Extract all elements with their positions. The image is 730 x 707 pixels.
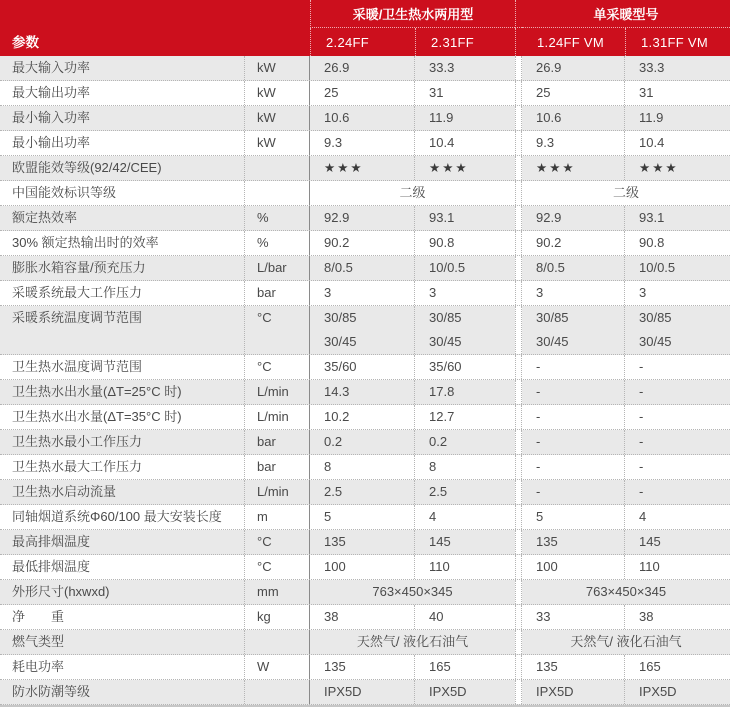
- table-row: [0, 380, 730, 405]
- table-row: [0, 256, 730, 281]
- value-cell: 100: [522, 555, 625, 579]
- table-row: [0, 505, 730, 530]
- value-cell-dual-span: 天然气/ 液化石油气: [356, 634, 469, 649]
- param-label: 卫生热水最小工作压力: [12, 434, 143, 449]
- group-gutter: [515, 156, 522, 180]
- value-cell: 135: [310, 655, 415, 679]
- value-cell: 5: [310, 505, 415, 529]
- param-label: 卫生热水出水量(ΔT=25°C 时): [12, 384, 182, 399]
- table-header: [0, 0, 730, 56]
- group-gutter: [515, 430, 522, 454]
- value-cell: [522, 306, 625, 354]
- param-label: 燃气类型: [12, 634, 65, 649]
- param-column-header: 参数: [12, 35, 39, 50]
- value-cell: 40: [429, 609, 444, 624]
- value-cell: [625, 306, 730, 354]
- value-cell: 145: [639, 534, 661, 549]
- param-label: 中国能效标识等级: [12, 185, 117, 200]
- value-cell: 10/0.5: [639, 260, 676, 275]
- table-row: [0, 231, 730, 256]
- value-cell-dual-span: 二级: [399, 185, 426, 200]
- value-cell: -: [639, 359, 644, 374]
- group-gutter: [515, 555, 522, 579]
- value-cell: 0.2: [310, 430, 415, 454]
- value-cell: 9.3: [310, 131, 415, 155]
- group-gutter: [515, 530, 522, 554]
- group-gutter: [515, 605, 522, 629]
- group-header-heating-only: 单采暖型号: [522, 0, 730, 28]
- param-label: 耗电功率: [12, 659, 65, 674]
- param-label: 额定热效率: [12, 210, 78, 225]
- group-header-dual-type: 采暖/卫生热水两用型: [310, 0, 515, 28]
- unit-cell: L/min: [244, 380, 310, 404]
- header-gutter: [515, 0, 522, 28]
- value-cell: 17.8: [429, 384, 455, 399]
- value-cell: 93.1: [429, 210, 455, 225]
- value-line: 30/85: [324, 310, 357, 325]
- value-cell: 92.9: [310, 206, 415, 230]
- value-cell: 10/0.5: [429, 260, 466, 275]
- unit-cell: m: [244, 505, 310, 529]
- value-cell: -: [522, 405, 625, 429]
- group-gutter: [515, 455, 522, 479]
- model-header-1-31ff-vm: 1.31FF VM: [625, 28, 730, 56]
- unit-cell: bar: [244, 455, 310, 479]
- group-gutter: [515, 580, 522, 604]
- unit-cell: %: [244, 231, 310, 255]
- param-label: 卫生热水启动流量: [12, 484, 117, 499]
- table-row: [0, 306, 730, 355]
- unit-cell: kW: [244, 131, 310, 155]
- value-cell: 110: [429, 559, 450, 574]
- table-row: [0, 206, 730, 231]
- value-cell: 35/60: [429, 359, 462, 374]
- param-label: 30% 额定热输出时的效率: [12, 235, 159, 250]
- group-gutter: [515, 56, 522, 80]
- value-cell: 26.9: [522, 56, 625, 80]
- value-line: 30/45: [429, 334, 462, 349]
- value-cell: 25: [310, 81, 415, 105]
- value-cell: 33.3: [429, 60, 455, 75]
- value-cell: 4: [429, 509, 437, 524]
- table-row: [0, 655, 730, 680]
- value-cell: -: [522, 380, 625, 404]
- unit-cell: kg: [244, 605, 310, 629]
- value-cell-heating-span: 天然气/ 液化石油气: [570, 634, 682, 649]
- value-cell: 3: [429, 285, 437, 300]
- group-gutter: [515, 131, 522, 155]
- value-cell: 12.7: [429, 409, 455, 424]
- value-cell: -: [522, 455, 625, 479]
- value-line: 30/45: [324, 334, 357, 349]
- value-cell: [415, 306, 515, 354]
- header-gutter: [515, 28, 522, 56]
- table-row: [0, 156, 730, 181]
- value-cell: 10.6: [310, 106, 415, 130]
- value-cell: 9.3: [522, 131, 625, 155]
- value-cell: ★★★: [639, 161, 679, 175]
- unit-cell: [244, 181, 310, 205]
- model-header-2-31ff: 2.31FF: [415, 28, 515, 56]
- param-label: 同轴烟道系统Φ60/100 最大安装长度: [12, 509, 222, 524]
- value-cell: 11.9: [429, 110, 454, 125]
- unit-cell: kW: [244, 81, 310, 105]
- group-gutter: [515, 405, 522, 429]
- group-gutter: [515, 306, 522, 354]
- value-cell: 3: [522, 281, 625, 305]
- value-cell-dual-span: 763×450×345: [372, 584, 453, 599]
- table-row: [0, 530, 730, 555]
- value-line: 30/85: [639, 310, 672, 325]
- table-row: [0, 131, 730, 156]
- value-cell: -: [639, 384, 644, 399]
- param-label: 净 重: [12, 609, 65, 624]
- param-label: 最大输入功率: [12, 60, 91, 75]
- value-cell: 90.2: [522, 231, 625, 255]
- table-row: [0, 355, 730, 380]
- value-cell: 8: [310, 455, 415, 479]
- value-cell: ★★★: [310, 156, 415, 180]
- table-row: [0, 405, 730, 430]
- model-header-1-24ff-vm: 1.24FF VM: [537, 34, 604, 50]
- value-cell: 38: [639, 609, 654, 624]
- unit-cell: L/min: [244, 405, 310, 429]
- table-row: [0, 630, 730, 655]
- unit-cell: kW: [244, 56, 310, 80]
- param-label: 最高排烟温度: [12, 534, 91, 549]
- group-gutter: [515, 231, 522, 255]
- group-gutter: [515, 355, 522, 379]
- table-row: [0, 480, 730, 505]
- value-line: 30/85: [536, 310, 569, 325]
- value-cell: -: [522, 430, 625, 454]
- value-cell: 10.4: [639, 135, 665, 150]
- value-cell: 26.9: [310, 56, 415, 80]
- value-cell: 3: [310, 281, 415, 305]
- value-cell: 2.5: [429, 484, 448, 499]
- param-label: 最低排烟温度: [12, 559, 91, 574]
- value-cell: 38: [310, 605, 415, 629]
- value-cell: -: [522, 480, 625, 504]
- value-cell: 93.1: [639, 210, 665, 225]
- value-cell: IPX5D: [310, 680, 415, 704]
- value-cell: IPX5D: [639, 684, 677, 699]
- value-line: 30/45: [536, 334, 569, 349]
- param-label: 最小输出功率: [12, 135, 91, 150]
- param-label: 卫生热水温度调节范围: [12, 359, 143, 374]
- unit-cell: W: [244, 655, 310, 679]
- group-gutter: [515, 480, 522, 504]
- param-label: 采暖系统温度调节范围: [12, 310, 143, 325]
- value-cell: [310, 306, 415, 354]
- value-cell: IPX5D: [522, 680, 625, 704]
- value-cell: 90.8: [429, 235, 455, 250]
- unit-cell: °C: [244, 306, 310, 354]
- unit-cell: mm: [244, 580, 310, 604]
- param-label: 外形尺寸(hxwxd): [12, 584, 110, 599]
- value-cell: 165: [639, 659, 661, 674]
- table-row: [0, 555, 730, 580]
- table-row: [0, 106, 730, 131]
- value-cell: 90.2: [310, 231, 415, 255]
- value-cell: 10.4: [429, 135, 455, 150]
- value-cell: 135: [522, 655, 625, 679]
- value-cell: 31: [639, 85, 654, 100]
- value-multiline: [324, 306, 357, 354]
- value-cell: 33.3: [639, 60, 665, 75]
- value-cell: -: [639, 409, 644, 424]
- value-cell: 100: [310, 555, 415, 579]
- group-gutter: [515, 206, 522, 230]
- value-multiline: [639, 306, 672, 354]
- table-row: [0, 455, 730, 480]
- value-cell: -: [522, 355, 625, 379]
- table-body: [0, 56, 730, 705]
- value-cell: -: [639, 484, 644, 499]
- table-row: [0, 605, 730, 630]
- unit-cell: °C: [244, 555, 310, 579]
- value-cell: 90.8: [639, 235, 665, 250]
- param-label: 采暖系统最大工作压力: [12, 285, 143, 300]
- param-label: 卫生热水出水量(ΔT=35°C 时): [12, 409, 182, 424]
- value-cell: 110: [639, 559, 660, 574]
- param-label: 防水防潮等级: [12, 684, 91, 699]
- value-cell: 33: [522, 605, 625, 629]
- group-gutter: [515, 81, 522, 105]
- value-line: 30/45: [639, 334, 672, 349]
- unit-cell: bar: [244, 281, 310, 305]
- unit-cell: %: [244, 206, 310, 230]
- value-cell: ★★★: [522, 156, 625, 180]
- value-cell: 2.5: [310, 480, 415, 504]
- value-cell: 8/0.5: [310, 256, 415, 280]
- value-cell: 14.3: [310, 380, 415, 404]
- unit-cell: kW: [244, 106, 310, 130]
- value-cell: ★★★: [429, 161, 469, 175]
- value-cell: 8/0.5: [522, 256, 625, 280]
- value-cell: 11.9: [639, 110, 664, 125]
- group-gutter: [515, 655, 522, 679]
- param-label: 最大输出功率: [12, 85, 91, 100]
- value-cell: 0.2: [429, 434, 448, 449]
- value-cell: 165: [429, 659, 451, 674]
- value-cell: 92.9: [522, 206, 625, 230]
- unit-cell: bar: [244, 430, 310, 454]
- unit-cell: L/min: [244, 480, 310, 504]
- group-gutter: [515, 380, 522, 404]
- value-cell-heating-span: 二级: [612, 185, 639, 200]
- value-cell: -: [639, 434, 644, 449]
- value-cell: IPX5D: [429, 684, 467, 699]
- param-label: 最小输入功率: [12, 110, 91, 125]
- value-multiline: [536, 306, 569, 354]
- unit-cell: L/bar: [244, 256, 310, 280]
- value-multiline: [429, 306, 462, 354]
- param-label: 膨胀水箱容量/预充压力: [12, 260, 146, 275]
- table-row: [0, 580, 730, 605]
- unit-cell: °C: [244, 355, 310, 379]
- unit-cell: [244, 630, 310, 654]
- value-cell: 145: [429, 534, 451, 549]
- value-cell: 135: [522, 530, 625, 554]
- unit-cell: [244, 156, 310, 180]
- group-gutter: [515, 505, 522, 529]
- value-cell-heating-span: 763×450×345: [585, 584, 667, 599]
- table-row: [0, 281, 730, 306]
- value-cell: 135: [310, 530, 415, 554]
- value-line: 30/85: [429, 310, 462, 325]
- model-header-2-24ff: 2.24FF: [310, 28, 415, 56]
- table-row: [0, 181, 730, 206]
- group-gutter: [515, 181, 522, 205]
- table-row: [0, 81, 730, 106]
- value-cell: 5: [522, 505, 625, 529]
- value-cell: 4: [639, 509, 647, 524]
- value-cell: 3: [639, 285, 647, 300]
- value-cell: 25: [522, 81, 625, 105]
- value-cell: -: [639, 459, 644, 474]
- value-cell: 8: [429, 459, 437, 474]
- group-gutter: [515, 256, 522, 280]
- table-row: [0, 56, 730, 81]
- value-cell: 10.6: [522, 106, 625, 130]
- group-gutter: [515, 281, 522, 305]
- param-label: 欧盟能效等级(92/42/CEE): [12, 160, 162, 175]
- value-cell: 10.2: [310, 405, 415, 429]
- group-gutter: [515, 106, 522, 130]
- table-row: [0, 430, 730, 455]
- value-cell: 31: [429, 85, 444, 100]
- unit-cell: °C: [244, 530, 310, 554]
- group-gutter: [515, 630, 522, 654]
- param-label: 卫生热水最大工作压力: [12, 459, 143, 474]
- value-cell: 35/60: [310, 355, 415, 379]
